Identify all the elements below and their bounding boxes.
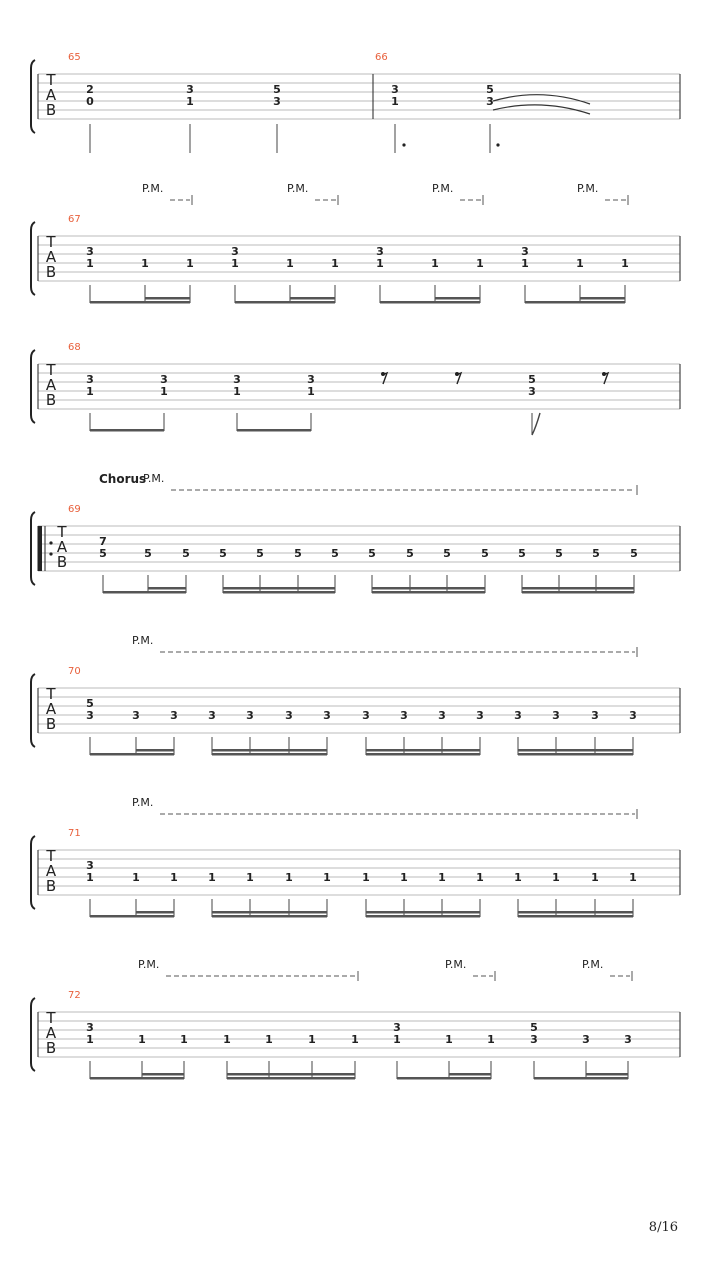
fret-number: 5 — [528, 373, 536, 386]
beam-secondary — [449, 1073, 491, 1076]
beam — [366, 753, 480, 756]
fret-number: 3 — [208, 709, 216, 722]
fret-number: 3 — [376, 245, 384, 258]
system-bracket — [31, 998, 35, 1071]
tab-clef-letter: B — [45, 391, 57, 409]
fret-number: 5 — [99, 547, 107, 560]
repeat-thick-bar — [38, 526, 42, 571]
staff-system — [31, 647, 680, 756]
fret-number: 1 — [362, 871, 370, 884]
fret-number: 1 — [351, 1033, 359, 1046]
fret-number: 1 — [138, 1033, 146, 1046]
measure-number: 72 — [68, 990, 81, 1001]
staff-system — [31, 809, 680, 918]
fret-number: 3 — [233, 373, 241, 386]
fret-number: 1 — [552, 871, 560, 884]
beam-secondary — [366, 911, 480, 914]
repeat-dot — [49, 552, 52, 555]
staff-system — [31, 195, 680, 304]
fret-number: 3 — [591, 709, 599, 722]
measure-number: 69 — [68, 504, 81, 515]
fret-number: 5 — [630, 547, 638, 560]
beam-secondary — [372, 587, 485, 590]
fret-number: 3 — [246, 709, 254, 722]
tab-clef-letter: B — [45, 1039, 57, 1057]
repeat-dot — [49, 541, 52, 544]
fret-number: 5 — [592, 547, 600, 560]
palm-mute-label: P.M. — [132, 796, 154, 809]
fret-number: 3 — [86, 1021, 94, 1034]
fret-number: 1 — [514, 871, 522, 884]
note-flag — [532, 413, 540, 435]
fret-number: 7 — [99, 535, 107, 548]
measure-number: 65 — [68, 52, 81, 63]
fret-number: 1 — [160, 385, 168, 398]
fret-number: 1 — [445, 1033, 453, 1046]
fret-number: 1 — [487, 1033, 495, 1046]
fret-number: 1 — [476, 871, 484, 884]
fret-number: 1 — [208, 871, 216, 884]
fret-number: 2 — [86, 83, 94, 96]
beam — [525, 301, 625, 304]
fret-number: 1 — [186, 95, 194, 108]
fret-number: 5 — [486, 83, 494, 96]
beam — [380, 301, 480, 304]
palm-mute-label: P.M. — [445, 958, 467, 971]
fret-number: 3 — [629, 709, 637, 722]
fret-number: 1 — [186, 257, 194, 270]
fret-number: 1 — [141, 257, 149, 270]
fret-number: 1 — [223, 1033, 231, 1046]
fret-number: 1 — [376, 257, 384, 270]
beam — [372, 591, 485, 594]
fret-number: 5 — [443, 547, 451, 560]
fret-number: 1 — [170, 871, 178, 884]
fret-number: 1 — [231, 257, 239, 270]
tab-clef-letter: B — [56, 553, 68, 571]
fret-number: 3 — [530, 1033, 538, 1046]
fret-number: 5 — [86, 697, 94, 710]
fret-number: 3 — [186, 83, 194, 96]
tab-clef-letter: A — [45, 248, 57, 266]
fret-number: 1 — [286, 257, 294, 270]
fret-number: 1 — [438, 871, 446, 884]
tab-clef-letter: T — [46, 71, 56, 89]
fret-number: 1 — [391, 95, 399, 108]
fret-number: 1 — [180, 1033, 188, 1046]
beam — [518, 915, 633, 918]
fret-number: 1 — [308, 1033, 316, 1046]
beam — [223, 591, 335, 594]
fret-number: 1 — [233, 385, 241, 398]
fret-number: 5 — [182, 547, 190, 560]
fret-number: 1 — [331, 257, 339, 270]
beam-secondary — [580, 297, 625, 300]
fret-number: 5 — [331, 547, 339, 560]
measure-number: 68 — [68, 342, 81, 353]
fret-number: 1 — [86, 385, 94, 398]
tab-clef-letter: A — [45, 700, 57, 718]
measure-number: 66 — [375, 52, 388, 63]
fret-number: 3 — [285, 709, 293, 722]
tab-clef-letter: A — [45, 376, 57, 394]
beam-secondary — [435, 297, 480, 300]
fret-number: 1 — [86, 257, 94, 270]
beam-secondary — [290, 297, 335, 300]
beam — [90, 429, 164, 432]
tab-clef-letter: B — [45, 263, 57, 281]
fret-number: 5 — [144, 547, 152, 560]
beam — [522, 591, 634, 594]
fret-number: 1 — [476, 257, 484, 270]
beam — [90, 753, 174, 756]
fret-number: 1 — [323, 871, 331, 884]
tab-clef-letter: B — [45, 101, 57, 119]
fret-number: 1 — [86, 871, 94, 884]
fret-number: 3 — [393, 1021, 401, 1034]
fret-number: 5 — [256, 547, 264, 560]
fret-number: 3 — [521, 245, 529, 258]
beam — [90, 1077, 184, 1080]
fret-number: 3 — [514, 709, 522, 722]
beam — [212, 915, 327, 918]
dotted-note-dot — [402, 143, 405, 146]
fret-number: 5 — [219, 547, 227, 560]
fret-number: 1 — [629, 871, 637, 884]
fret-number: 1 — [591, 871, 599, 884]
palm-mute-label: P.M. — [577, 182, 599, 195]
beam — [227, 1077, 355, 1080]
fret-number: 1 — [86, 1033, 94, 1046]
fret-number: 3 — [273, 95, 281, 108]
fret-number: 3 — [160, 373, 168, 386]
beam — [235, 301, 335, 304]
system-bracket — [31, 674, 35, 747]
fret-number: 1 — [621, 257, 629, 270]
fret-number: 5 — [555, 547, 563, 560]
beam-secondary — [227, 1073, 355, 1076]
fret-number: 3 — [307, 373, 315, 386]
beam — [534, 1077, 628, 1080]
fret-number: 1 — [431, 257, 439, 270]
system-bracket — [31, 512, 35, 585]
section-label: Chorus — [99, 472, 147, 486]
fret-number: 1 — [521, 257, 529, 270]
fret-number: 3 — [400, 709, 408, 722]
palm-mute-label: P.M. — [432, 182, 454, 195]
fret-number: 3 — [86, 245, 94, 258]
tab-clef-letter: T — [46, 1009, 56, 1027]
measure-number: 71 — [68, 828, 81, 839]
page-number: 8/16 — [648, 1220, 678, 1235]
beam — [103, 591, 186, 594]
tab-clef-letter: A — [45, 862, 57, 880]
beam — [90, 915, 174, 918]
fret-number: 3 — [476, 709, 484, 722]
tie-curve — [493, 105, 590, 114]
system-bracket — [31, 350, 35, 423]
fret-number: 5 — [518, 547, 526, 560]
system-bracket — [31, 836, 35, 909]
palm-mute-label: P.M. — [582, 958, 604, 971]
fret-number: 1 — [307, 385, 315, 398]
beam-secondary — [145, 297, 190, 300]
beam-secondary — [518, 749, 633, 752]
beam — [212, 753, 327, 756]
palm-mute-label: P.M. — [143, 472, 165, 485]
beam-secondary — [366, 749, 480, 752]
staff-system — [31, 60, 680, 153]
fret-number: 0 — [86, 95, 94, 108]
fret-number: 3 — [170, 709, 178, 722]
fret-number: 3 — [132, 709, 140, 722]
beam-secondary — [223, 587, 335, 590]
beam — [518, 753, 633, 756]
palm-mute-label: P.M. — [287, 182, 309, 195]
fret-number: 3 — [86, 859, 94, 872]
fret-number: 5 — [481, 547, 489, 560]
beam — [397, 1077, 491, 1080]
fret-number: 1 — [246, 871, 254, 884]
fret-number: 5 — [530, 1021, 538, 1034]
tab-clef-letter: B — [45, 715, 57, 733]
tab-clef-letter: A — [45, 1024, 57, 1042]
fret-number: 3 — [552, 709, 560, 722]
beam-secondary — [212, 911, 327, 914]
measure-number: 67 — [68, 214, 81, 225]
fret-number: 1 — [132, 871, 140, 884]
beam — [366, 915, 480, 918]
measure-number: 70 — [68, 666, 81, 677]
fret-number: 3 — [231, 245, 239, 258]
palm-mute-label: P.M. — [132, 634, 154, 647]
fret-number: 3 — [438, 709, 446, 722]
fret-number: 3 — [362, 709, 370, 722]
fret-number: 3 — [323, 709, 331, 722]
fret-number: 1 — [576, 257, 584, 270]
fret-number: 3 — [86, 373, 94, 386]
tab-clef-letter: T — [46, 847, 56, 865]
tab-clef-letter: B — [45, 877, 57, 895]
beam-secondary — [586, 1073, 628, 1076]
tab-clef-letter: T — [46, 361, 56, 379]
fret-number: 1 — [400, 871, 408, 884]
fret-number: 3 — [486, 95, 494, 108]
fret-number: 3 — [528, 385, 536, 398]
beam-secondary — [136, 749, 174, 752]
beam-secondary — [136, 911, 174, 914]
fret-number: 3 — [582, 1033, 590, 1046]
beam-secondary — [142, 1073, 184, 1076]
beam-secondary — [522, 587, 634, 590]
tab-clef-letter: T — [57, 523, 67, 541]
fret-number: 5 — [406, 547, 414, 560]
tab-clef-letter: A — [56, 538, 68, 556]
beam — [237, 429, 311, 432]
palm-mute-label: P.M. — [142, 182, 164, 195]
fret-number: 5 — [368, 547, 376, 560]
system-bracket — [31, 222, 35, 295]
palm-mute-label: P.M. — [138, 958, 160, 971]
staff-system — [31, 485, 680, 594]
fret-number: 1 — [265, 1033, 273, 1046]
tab-clef-letter: A — [45, 86, 57, 104]
dotted-note-dot — [496, 143, 499, 146]
staff-system — [31, 350, 680, 435]
beam — [90, 301, 190, 304]
fret-number: 3 — [391, 83, 399, 96]
fret-number: 3 — [86, 709, 94, 722]
fret-number: 1 — [285, 871, 293, 884]
tab-clef-letter: T — [46, 233, 56, 251]
staff-system — [31, 971, 680, 1080]
tab-clef-letter: T — [46, 685, 56, 703]
fret-number: 5 — [294, 547, 302, 560]
fret-number: 1 — [393, 1033, 401, 1046]
beam-secondary — [212, 749, 327, 752]
system-bracket — [31, 60, 35, 133]
fret-number: 5 — [273, 83, 281, 96]
beam-secondary — [518, 911, 633, 914]
fret-number: 3 — [624, 1033, 632, 1046]
beam-secondary — [148, 587, 186, 590]
tie-curve — [493, 95, 590, 104]
